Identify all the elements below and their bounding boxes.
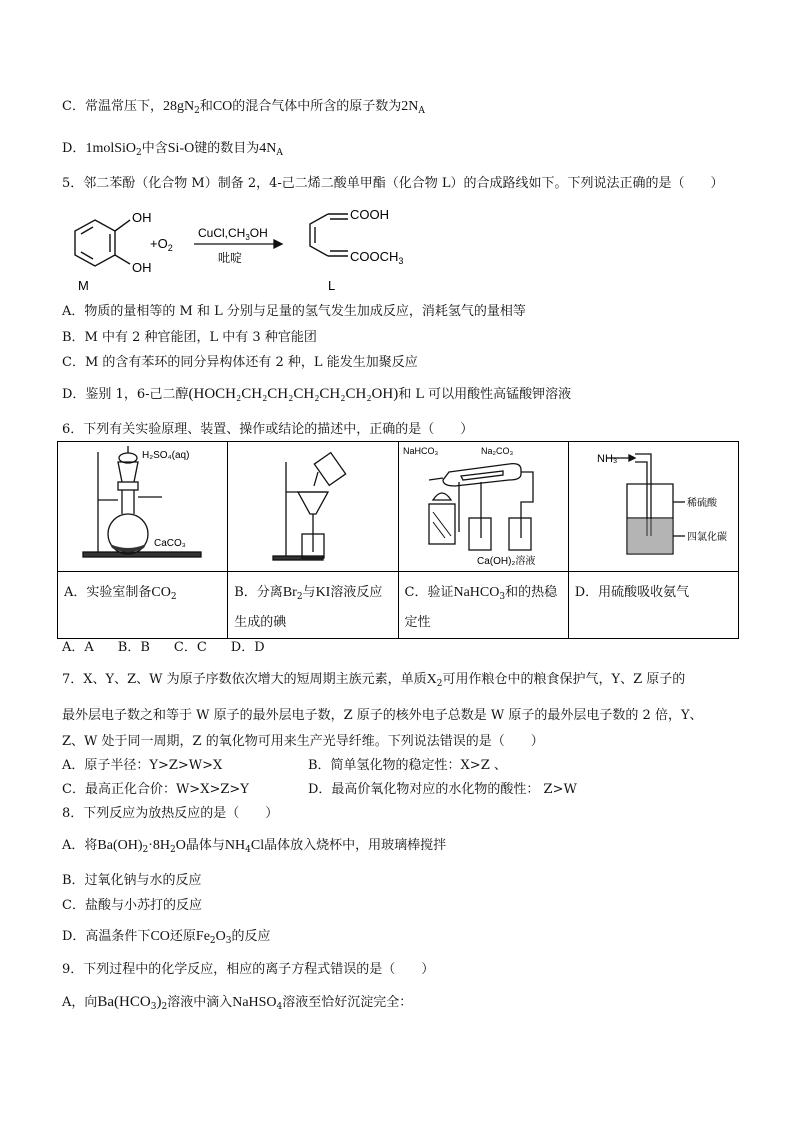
q9-a-sub3: 4 bbox=[276, 1002, 283, 1012]
q4-c-sub: 2 bbox=[194, 106, 200, 116]
caption-a-text: A．实验室制备 bbox=[64, 585, 152, 600]
caption-b bbox=[228, 572, 398, 639]
q6-option-a: A．A bbox=[62, 640, 94, 655]
q8-a-mid: 晶体与 bbox=[185, 838, 225, 853]
catechol-structure bbox=[75, 220, 130, 266]
q8-d-pre: D．高温条件下 bbox=[62, 929, 151, 944]
q8-a-sub1: 2 bbox=[142, 845, 149, 855]
q9-option-a bbox=[62, 994, 412, 1011]
q4-option-d bbox=[62, 141, 283, 157]
q4-d-label: D． bbox=[62, 141, 86, 156]
q6-option-d: D．D bbox=[230, 640, 265, 655]
q4-option-c bbox=[62, 99, 425, 115]
q9-a-pre: A，向 bbox=[62, 995, 98, 1010]
diene-structure bbox=[310, 214, 348, 256]
q4-d-mid: 中含 bbox=[141, 141, 168, 156]
caption-c-chem: NaHCO bbox=[453, 585, 500, 600]
label-m: M bbox=[78, 278, 89, 293]
reagent-label: $CuCl,CH_3OH$ bbox=[198, 226, 268, 242]
co2-generator-diagram bbox=[58, 442, 226, 567]
q8-a-cl: Cl bbox=[250, 838, 265, 853]
caption-b-chem: Br bbox=[282, 585, 297, 600]
q5-option-b: B．M 中有 2 种官能团，L 中有 3 种官能团 bbox=[62, 330, 317, 345]
filtration-diagram bbox=[228, 442, 396, 567]
apparatus-a-cell bbox=[58, 442, 228, 572]
limewater-label: Ca(OH)₂溶液 bbox=[476, 556, 535, 567]
q7-line1 bbox=[62, 672, 685, 688]
caption-c-post: 和的热稳定性 bbox=[404, 585, 558, 630]
q9-a-paren: ) bbox=[156, 994, 162, 1010]
caption-b-text: B．分离 bbox=[234, 585, 283, 600]
caption-d: D．用硫酸吸收氨气 bbox=[568, 572, 738, 639]
caption-c-text: C．验证 bbox=[404, 585, 454, 600]
q5-option-c: C．M 的含有苯环的同分异构体还有 2 种，L 能发生加聚反应 bbox=[62, 355, 418, 370]
q5-option-d bbox=[62, 386, 571, 403]
thermal-stability-diagram bbox=[399, 442, 567, 567]
q4-c-and: 和 bbox=[199, 99, 213, 114]
q5-d-formula: (HOCH₂CH₂CH₂CH₂CH₂CH₂OH) bbox=[188, 386, 399, 402]
q4-d-num: 4N bbox=[259, 141, 277, 156]
q8-a-post: 晶体放入烧杯中，用玻璃棒搅拌 bbox=[264, 838, 447, 853]
apparatus-d-cell bbox=[568, 442, 738, 572]
caption-a-chem: CO bbox=[151, 585, 171, 600]
caco3-label: CaCO₃ bbox=[154, 538, 186, 549]
q7-option-d: D．最高价氧化物对应的水化物的酸性： Z>W bbox=[308, 782, 577, 797]
ccl4-label: 四氯化碳 bbox=[686, 532, 727, 543]
q4-d-mid2: 键的数目为 bbox=[194, 141, 260, 156]
q6-apparatus-table bbox=[57, 441, 739, 639]
cooh-label: COOH bbox=[350, 207, 389, 222]
q8-d-fe-sub: 2 bbox=[209, 936, 216, 946]
q5-reaction-scheme bbox=[60, 200, 440, 296]
q5-d-post: 和 L 可以用酸性高锰酸钾溶液 bbox=[398, 387, 572, 402]
q4-d-num-sub: A bbox=[276, 148, 283, 158]
q9-stem: 9．下列过程中的化学反应，相应的离子方程式错误的是（ ） bbox=[62, 962, 435, 977]
plus-o2: $+O_2$ bbox=[150, 236, 173, 253]
q8-d-o-sub: 3 bbox=[225, 936, 232, 946]
q4-c-co: CO bbox=[212, 99, 233, 114]
q8-d-co: CO bbox=[150, 929, 170, 944]
q6-stem: 6．下列有关实验原理、装置、操作或结论的描述中，正确的是（ ） bbox=[62, 422, 474, 437]
caption-c-sub: 3 bbox=[499, 592, 506, 602]
q8-d-fe: Fe bbox=[195, 929, 210, 944]
caption-b-sub: 2 bbox=[296, 592, 303, 602]
na2co3-label: Na₂CO₃ bbox=[480, 446, 513, 456]
q4-c-formula: 28gN bbox=[162, 99, 195, 114]
caption-a bbox=[58, 572, 228, 639]
q8-option-a bbox=[62, 838, 446, 854]
q5-stem: 5．邻二苯酚（化合物 M）制备 2，4-己二烯二酸单甲酯（化合物 L）的合成路线如下。下列说法正确的是（ ） bbox=[62, 176, 724, 191]
q4-d-bond: Si-O bbox=[167, 141, 195, 156]
q8-option-b: B．过氧化钠与水的反应 bbox=[62, 873, 202, 888]
q4-c-text: C．常温常压下， bbox=[62, 99, 163, 114]
q8-a-o: O bbox=[175, 838, 186, 853]
caption-c bbox=[398, 572, 568, 639]
nh3-label: NH₃ bbox=[596, 453, 618, 465]
q6-option-c: C．C bbox=[173, 640, 207, 655]
q7-line1-post: 可用作粮仓中的粮食保护气，Y、Z 原子的 bbox=[442, 672, 686, 687]
q4-c-num: 2N bbox=[401, 99, 419, 114]
nahco3-label: NaHCO₃ bbox=[402, 446, 438, 456]
q5-d-text: D．鉴别 1，6-己二醇 bbox=[62, 387, 189, 402]
q7-x2: X bbox=[426, 672, 437, 687]
caption-a-sub: 2 bbox=[170, 592, 177, 602]
q9-a-sub1: 3 bbox=[150, 1002, 157, 1012]
q8-d-o: O bbox=[215, 929, 226, 944]
ammonia-absorption-diagram bbox=[569, 442, 737, 567]
q8-option-c: C．盐酸与小苏打的反应 bbox=[62, 898, 202, 913]
q5-option-a: A．物质的量相等的 M 和 L 分别与足量的氢气发生加成反应，消耗氢气的量相等 bbox=[62, 304, 526, 319]
cooch3-label: $COOCH_3$ bbox=[350, 249, 404, 266]
caption-b-ki: KI bbox=[315, 585, 331, 600]
apparatus-b-cell bbox=[228, 442, 398, 572]
acid-label: H₂SO₄(aq) bbox=[142, 450, 190, 461]
q8-a-pre: A．将 bbox=[62, 838, 98, 853]
caption-b-mid: 与 bbox=[302, 585, 316, 600]
oh-top-label: OH bbox=[132, 210, 152, 225]
q9-a-mid: 溶液中滴入 bbox=[167, 995, 233, 1010]
q8-a-nh4: NH bbox=[224, 838, 246, 853]
q8-d-post: 的反应 bbox=[231, 929, 271, 944]
q9-a-formula: Ba(HCO bbox=[97, 994, 151, 1010]
q9-a-sub2: 2 bbox=[161, 1002, 168, 1012]
q4-c-num-sub: A bbox=[418, 106, 425, 116]
q7-option-b: B．简单氢化物的稳定性：X>Z 、 bbox=[308, 758, 507, 773]
q8-a-sub3: 4 bbox=[245, 845, 251, 855]
q7-x2-sub: 2 bbox=[436, 679, 443, 689]
q7-line1-pre: 7．X、Y、Z、W 为原子序数依次增大的短周期主族元素，单质 bbox=[62, 672, 427, 687]
q4-d-formula: 1molSiO bbox=[85, 141, 137, 156]
q7-line2: 最外层电子数之和等于 W 原子的最外层电子数，Z 原子的核外电子总数是 W 原子的最外层电子数的 2 倍，Y、 bbox=[62, 708, 703, 723]
q8-a-sub2: 2 bbox=[170, 845, 176, 855]
q7-option-c: C．最高正化合价：W>X>Z>Y bbox=[62, 782, 249, 797]
label-l: L bbox=[328, 278, 336, 293]
q6-options bbox=[62, 640, 265, 656]
oh-bottom-label: OH bbox=[132, 260, 152, 275]
q8-stem: 8．下列反应为放热反应的是（ ） bbox=[62, 806, 279, 821]
apparatus-c-cell bbox=[398, 442, 568, 572]
reaction-arrow bbox=[194, 240, 282, 248]
q4-c-mid: 的混合气体中所含的原子数为 bbox=[232, 99, 402, 114]
dilute-acid-label: 稀硫酸 bbox=[686, 498, 717, 509]
caption-b-post: 溶液反应生成的碘 bbox=[234, 585, 383, 630]
q9-a-nahso4: NaHSO bbox=[232, 995, 277, 1010]
pyridine-label: 吡啶 bbox=[218, 251, 243, 265]
q9-a-post: 溶液至恰好沉淀完全： bbox=[282, 995, 413, 1010]
q8-a-formula: Ba(OH) bbox=[97, 838, 143, 853]
q6-option-b: B．B bbox=[117, 640, 150, 655]
q8-a-hydrate: ·8H bbox=[148, 838, 171, 853]
q8-option-d bbox=[62, 929, 271, 945]
q7-line3: Z、W 处于同一周期，Z 的氧化物可用来生产光导纤维。下列说法错误的是（ ） bbox=[62, 734, 544, 749]
q7-option-a: A．原子半径：Y>Z>W>X bbox=[62, 758, 223, 773]
q4-d-sub: 2 bbox=[136, 148, 142, 158]
q8-d-mid: 还原 bbox=[169, 929, 196, 944]
